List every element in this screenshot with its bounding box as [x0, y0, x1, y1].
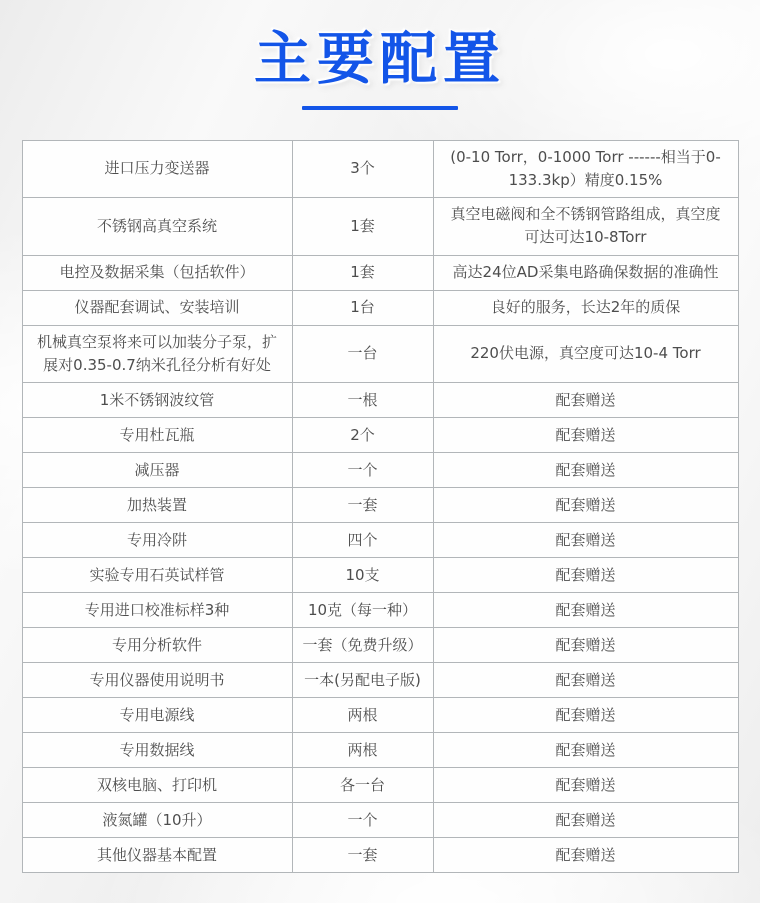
item-name-cell: 1米不锈钢波纹管 — [22, 383, 292, 418]
table-row — [22, 803, 738, 838]
quantity-cell: 10克（每一种） — [292, 593, 433, 628]
description-cell: 220伏电源，真空度可达10-4 Torr — [433, 325, 738, 383]
description-cell: 配套赠送 — [433, 593, 738, 628]
quantity-cell: 1套 — [292, 198, 433, 256]
item-name-cell: 进口压力变送器 — [22, 140, 292, 198]
quantity-cell: 一根 — [292, 383, 433, 418]
item-name-cell: 专用杜瓦瓶 — [22, 418, 292, 453]
table-row — [22, 523, 738, 558]
table-row — [22, 628, 738, 663]
item-name-cell: 专用数据线 — [22, 733, 292, 768]
page-header — [0, 0, 760, 110]
table-row — [22, 698, 738, 733]
quantity-cell: 两根 — [292, 698, 433, 733]
quantity-cell: 一套 — [292, 488, 433, 523]
quantity-cell: 一本(另配电子版) — [292, 663, 433, 698]
table-row — [22, 383, 738, 418]
item-name-cell: 减压器 — [22, 453, 292, 488]
description-cell: 配套赠送 — [433, 733, 738, 768]
item-name-cell: 专用仪器使用说明书 — [22, 663, 292, 698]
description-cell: 配套赠送 — [433, 628, 738, 663]
item-name-cell: 专用冷阱 — [22, 523, 292, 558]
description-cell: 配套赠送 — [433, 663, 738, 698]
table-row — [22, 733, 738, 768]
table-row — [22, 140, 738, 198]
description-cell: 配套赠送 — [433, 838, 738, 873]
table-row — [22, 255, 738, 290]
description-cell: 配套赠送 — [433, 803, 738, 838]
table-row — [22, 663, 738, 698]
item-name-cell: 不锈钢高真空系统 — [22, 198, 292, 256]
title-underline — [302, 106, 458, 110]
quantity-cell: 两根 — [292, 733, 433, 768]
description-cell: (0-10 Torr，0-1000 Torr ------相当于0-133.3kp）精度0.15% — [433, 140, 738, 198]
description-cell: 配套赠送 — [433, 698, 738, 733]
item-name-cell: 机械真空泵将来可以加装分子泵，扩展对0.35-0.7纳米孔径分析有好处 — [22, 325, 292, 383]
item-name-cell: 加热装置 — [22, 488, 292, 523]
quantity-cell: 一套（免费升级） — [292, 628, 433, 663]
config-table-body — [22, 140, 738, 873]
item-name-cell: 其他仪器基本配置 — [22, 838, 292, 873]
quantity-cell: 2个 — [292, 418, 433, 453]
quantity-cell: 一套 — [292, 838, 433, 873]
table-row — [22, 325, 738, 383]
table-row — [22, 418, 738, 453]
quantity-cell: 一台 — [292, 325, 433, 383]
description-cell: 配套赠送 — [433, 488, 738, 523]
item-name-cell: 液氮罐（10升） — [22, 803, 292, 838]
quantity-cell: 10支 — [292, 558, 433, 593]
description-cell: 配套赠送 — [433, 768, 738, 803]
table-row — [22, 488, 738, 523]
table-row — [22, 558, 738, 593]
item-name-cell: 仪器配套调试、安装培训 — [22, 290, 292, 325]
quantity-cell: 3个 — [292, 140, 433, 198]
item-name-cell: 实验专用石英试样管 — [22, 558, 292, 593]
description-cell: 配套赠送 — [433, 558, 738, 593]
table-row — [22, 290, 738, 325]
quantity-cell: 一个 — [292, 453, 433, 488]
description-cell: 真空电磁阀和全不锈钢管路组成，真空度可达可达10-8Torr — [433, 198, 738, 256]
description-cell: 高达24位AD采集电路确保数据的准确性 — [433, 255, 738, 290]
table-row — [22, 593, 738, 628]
item-name-cell: 专用电源线 — [22, 698, 292, 733]
page-title: 主要配置 — [254, 25, 506, 92]
quantity-cell: 各一台 — [292, 768, 433, 803]
description-cell: 配套赠送 — [433, 523, 738, 558]
quantity-cell: 四个 — [292, 523, 433, 558]
item-name-cell: 专用进口校准标样3种 — [22, 593, 292, 628]
table-row — [22, 838, 738, 873]
description-cell: 配套赠送 — [433, 383, 738, 418]
description-cell: 配套赠送 — [433, 418, 738, 453]
quantity-cell: 1套 — [292, 255, 433, 290]
table-row — [22, 453, 738, 488]
quantity-cell: 一个 — [292, 803, 433, 838]
config-table — [22, 140, 739, 874]
table-row — [22, 768, 738, 803]
description-cell: 配套赠送 — [433, 453, 738, 488]
item-name-cell: 双核电脑、打印机 — [22, 768, 292, 803]
item-name-cell: 专用分析软件 — [22, 628, 292, 663]
description-cell: 良好的服务，长达2年的质保 — [433, 290, 738, 325]
quantity-cell: 1台 — [292, 290, 433, 325]
table-row — [22, 198, 738, 256]
item-name-cell: 电控及数据采集（包括软件） — [22, 255, 292, 290]
